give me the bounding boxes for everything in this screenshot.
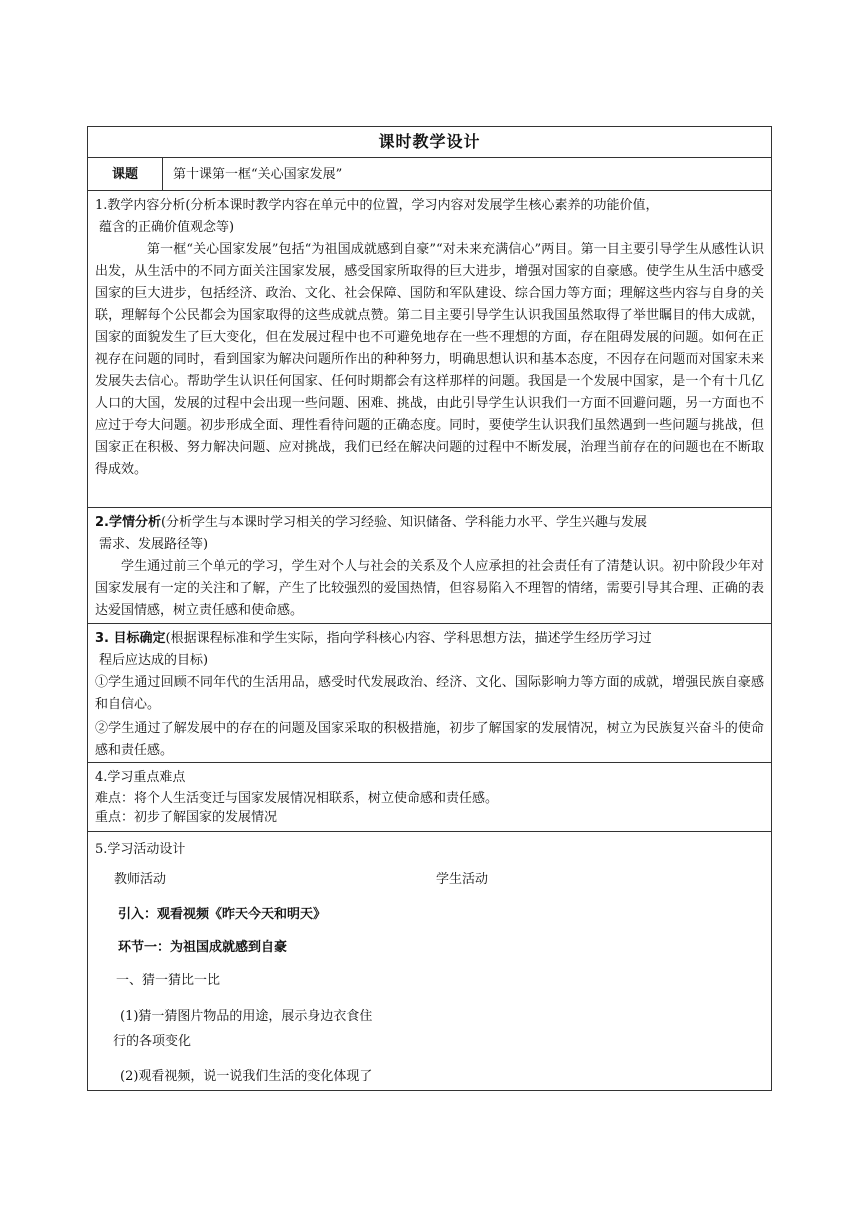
section-heading: 2.学情分析(分析学生与本课时学习相关的学习经验、知识储备、学科能力水平、学生兴趣与发展 xyxy=(95,515,648,530)
activity-item: (1)猜一猜图片物品的用途，展示身边衣食住 xyxy=(120,1009,373,1024)
topic-value: 第十课第一框“关心国家发展” xyxy=(173,167,343,182)
lesson-design-table xyxy=(87,126,772,1091)
student-activity-header: 学生活动 xyxy=(436,872,489,887)
activity-item-cont: 行的各项变化 xyxy=(113,1034,192,1049)
teacher-activity-header: 教师活动 xyxy=(114,872,167,887)
intro-heading: 引入：观看视频《昨天今天和明天》 xyxy=(118,907,327,922)
section-goals xyxy=(88,623,771,762)
goal-item: ②学生通过了解发展中的存在的问题及国家采取的积极措施，初步了解国家的发展情况，树立为民族复兴奋斗的使命感和责任感。 xyxy=(95,721,764,758)
part-one-heading: 一、猜一猜比一比 xyxy=(116,973,221,988)
section-heading: 3. 目标确定(根据课程标准和学生实际，指向学科核心内容、学科思想方法，描述学生经历学习过 xyxy=(95,631,652,646)
table-title: 课时教学设计 xyxy=(378,132,481,151)
topic-label: 课题 xyxy=(88,158,163,190)
section-heading: 4.学习重点难点 xyxy=(95,770,186,785)
section-heading: 5.学习活动设计 xyxy=(95,842,186,857)
difficult-point: 难点：将个人生活变迁与国家发展情况相联系，树立使命感和责任感。 xyxy=(95,791,499,806)
section-learner-analysis xyxy=(88,507,771,623)
section-content-analysis xyxy=(88,190,771,507)
section-body: 学生通过前三个单元的学习，学生对个人与社会的关系及个人应承担的社会责任有了清楚认识。初中阶段少年对国家发展有一定的关注和了解，产生了比较强烈的爱国热情，但容易陷入不理智的情绪，需要引导其合理、正确的表达爱国情感，树立责任感和使命感。 xyxy=(95,559,764,618)
section-heading-cont: 蕴含的正确价值观念等) xyxy=(99,220,235,235)
section-activity-design xyxy=(88,831,771,1090)
topic-row xyxy=(88,157,771,190)
goal-item: ①学生通过回顾不同年代的生活用品，感受时代发展政治、经济、文化、国际影响力等方面的成就，增强民族自豪感和自信心。 xyxy=(95,675,764,712)
section-heading-cont: 程后应达成的目标) xyxy=(99,653,209,668)
section-heading: 1.教学内容分析(分析本课时教学内容在单元中的位置，学习内容对发展学生核心素养的功能价值， xyxy=(95,198,659,213)
key-point: 重点：初步了解国家的发展情况 xyxy=(95,810,278,825)
link-one-heading: 环节一：为祖国成就感到自豪 xyxy=(118,940,288,955)
activity-item: (2)观看视频，说一说我们生活的变化体现了 xyxy=(120,1069,373,1084)
section-key-points xyxy=(88,762,771,831)
section-body: 第一框“关心国家发展”包括“为祖国成就感到自豪”“对未来充满信心”两目。第一目主要引导学生从感性认识出发，从生活中的不同方面关注国家发展，感受国家所取得的巨大进步，增强对国家的自豪感。使学生从生活中感受国家的巨大进步，包括经济、政治、文化、社会保障、国防和军队建设、综合国力等方面；理解这些内容与自身的关联，理解每个公民都会为国家取得的这些成就点赞。第二目主要引导学生认识我国虽然取得了举世瞩目的伟大成就，国家的面貌发生了巨大变化，但在发展过程中也不可避免地存在一些不理想的方面，存在阻碍发展的问题。如何在正视存在问题的同时，看到国家为解决问题所作出的种种努力，明确思想认识和基本态度，不因存在问题而对国家未来发展失去信心。帮助学生认识任何国家、任何时期都会有这样那样的问题。我国是一个发展中国家，是一个有十几亿人口的大国，发展的过程中会出现一些问题、困难、挑战，由此引导学生认识我们一方面不回避问题，另一方面也不应过于夸大问题。初步形成全面、理性看待问题的正确态度。同时，要使学生认识我们虽然遇到一些问题与挑战，但国家正在积极、努力解决问题、应对挑战，我们已经在解决问题的过程中不断发展，治理当前存在的问题也在不断取得成效。 xyxy=(95,242,764,477)
section-heading-cont: 需求、发展路径等) xyxy=(99,537,209,552)
